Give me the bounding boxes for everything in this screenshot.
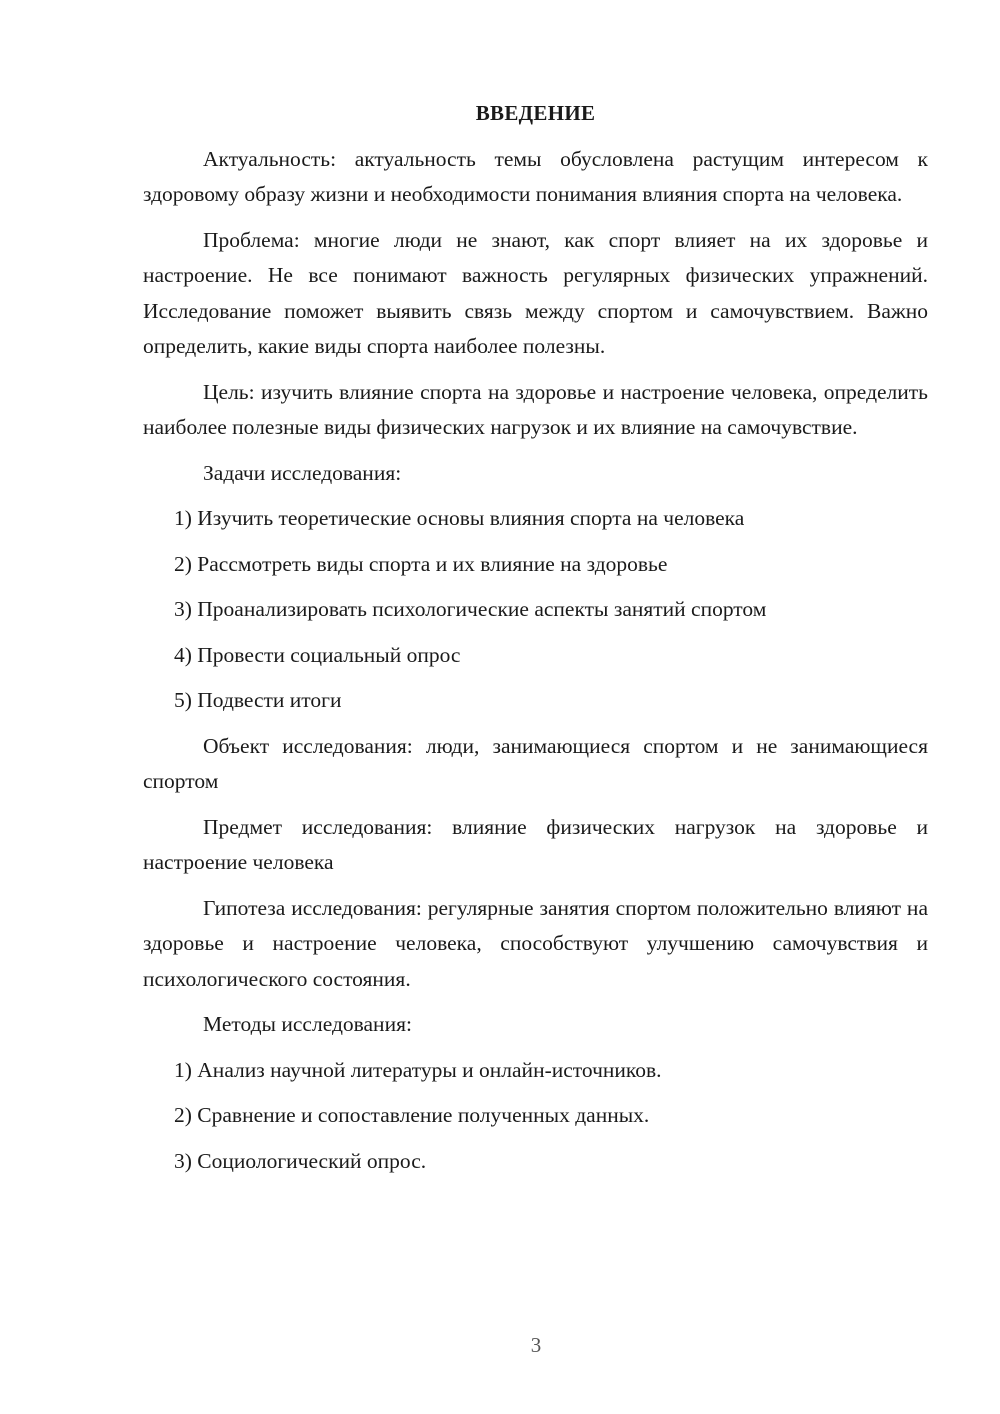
document-page <box>143 96 928 1189</box>
object-paragraph: Объект исследования: люди, занимающиеся спортом и не занимающиеся спортом <box>143 733 928 793</box>
task-item: 5) Подвести итоги <box>174 688 342 712</box>
task-item: 4) Провести социальный опрос <box>174 642 461 667</box>
hypothesis-paragraph: Гипотеза исследования: регулярные занятия спортом положительно влияют на здоровье и настроение человека, способствуют улучшению самочувствия и психологического состояния. <box>143 895 928 991</box>
goal-paragraph: Цель: изучить влияние спорта на здоровье и настроение человека, определить наиболее полезные виды физических нагрузок и их влияние на самочувствие. <box>143 379 928 439</box>
problem-paragraph: Проблема: многие люди не знают, как спорт влияет на их здоровье и настроение. Не все понимают важность регулярных физических упражнений. Исследование поможет выявить связь между спортом и самочувствием. Важно определить, какие виды спорта наиболее полезны. <box>143 227 928 358</box>
task-item: 2) Рассмотреть виды спорта и их влияние на здоровье <box>174 551 668 576</box>
methods-label: Методы исследования: <box>203 1012 412 1036</box>
section-heading: ВВЕДЕНИЕ <box>475 101 596 125</box>
task-item: 1) Изучить теоретические основы влияния спорта на человека <box>174 506 745 530</box>
subject-paragraph: Предмет исследования: влияние физических нагрузок на здоровье и настроение человека <box>143 814 928 874</box>
task-item: 3) Проанализировать психологические аспекты занятий спортом <box>174 597 767 621</box>
method-item: 3) Социологический опрос. <box>174 1148 427 1173</box>
method-item: 2) Сравнение и сопоставление полученных данных. <box>174 1103 650 1127</box>
method-item: 1) Анализ научной литературы и онлайн-источников. <box>174 1057 662 1082</box>
page-number: 3 <box>530 1333 542 1357</box>
tasks-label: Задачи исследования: <box>203 460 402 485</box>
relevance-paragraph: Актуальность: актуальность темы обусловлена растущим интересом к здоровому образу жизни и необходимости понимания влияния спорта на человека. <box>143 146 928 206</box>
